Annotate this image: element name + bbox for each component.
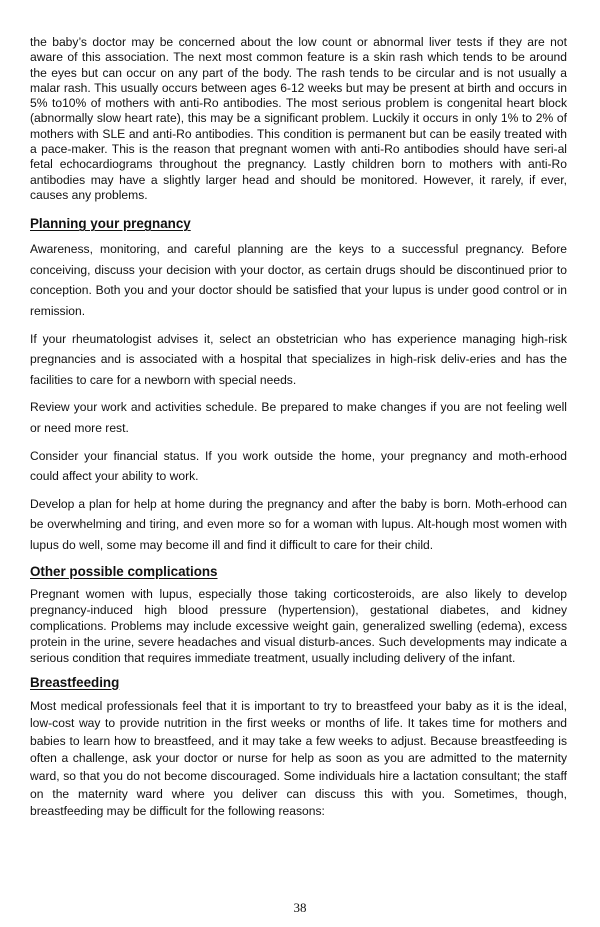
- breastfeeding-paragraph: Most medical professionals feel that it is important to try to breastfeed your baby as it is the ideal, low-cost way to provide nutrition in the first weeks or months of life. It takes time for mothers and babies to learn how to breastfeed, and it may take a few weeks to adjust. Because breastfeeding is often a challenge, ask your doctor or nurse for help as soon as you are admitted to the maternity ward, so that you do not become discouraged. Some individuals hire a lactation consultant; the staff on the maternity ward where you deliver can discuss this with you. Sometimes, though, breastfeeding may be difficult for the following reasons:: [30, 698, 567, 819]
- document-page: [30, 35, 567, 828]
- planning-paragraph-awareness: Awareness, monitoring, and careful planning are the keys to a successful pregnancy. Before conceiving, discuss your decision with your doctor, as certain drugs should be discontinued prior to conception. Both you and your doctor should be satisfied that your lupus is under good control or in remission.: [30, 242, 567, 319]
- section-heading-planning: Planning your pregnancy: [30, 216, 191, 232]
- complications-paragraph: Pregnant women with lupus, especially those taking corticosteroids, are also likely to develop pregnancy-induced high blood pressure (hypertension), gestational diabetes, and kidney complications. Problems may include excessive weight gain, generalized swelling (edema), excess protein in the urine, severe headaches and visual disturb-ances. Such developments may indicate a serious condition that requires immediate treatment, usually including delivery of the infant.: [30, 586, 567, 666]
- planning-paragraph-help-plan: Develop a plan for help at home during the pregnancy and after the baby is born. Moth-erhood can be overwhelming and tiring, and even more so for a woman with lupus. Alt-hough most women with lupus do well, some may become ill and find it difficult to care for their child.: [30, 496, 567, 552]
- section-heading-breastfeeding: Breastfeeding: [30, 674, 120, 690]
- planning-paragraph-financial: Consider your financial status. If you work outside the home, your pregnancy and moth-erhood could affect your ability to work.: [30, 448, 567, 484]
- section-heading-complications: Other possible complications: [30, 563, 218, 579]
- planning-section: [30, 239, 567, 555]
- planning-paragraph-schedule: Review your work and activities schedule. Be prepared to make changes if you are not feeling well or need more rest.: [30, 400, 567, 436]
- page-number: 38: [293, 900, 307, 915]
- intro-paragraph: the baby’s doctor may be concerned about the low count or abnormal liver tests if they are not aware of this association. The next most common feature is a skin rash which tends to be around the eyes but can occur on any part of the body. The rash tends to be circular and is not usually a malar rash. This usually occurs between ages 6-12 weeks but may be present at birth and occurs in 5% to10% of mothers with anti-Ro antibodies. The most serious problem is congenital heart block (abnormally slow heart rate), this may be a significant problem. Luckily it occurs in only 1% to 2% of mothers with SLE and anti-Ro antibodies. This condition is permanent but can be easily treated with a pace-maker. This is the reason that pregnant women with anti-Ro antibodies should have seri-al fetal echocardiograms throughout the pregnancy. Lastly children born to mothers with anti-Ro antibodies may have a slightly larger head and should be monitored. However, it rarely, if ever, causes any problems.: [30, 35, 567, 202]
- planning-paragraph-obstetrician: If your rheumatologist advises it, select an obstetrician who has experience managing high-risk pregnancies and is associated with a hospital that specializes in high-risk deliv-eries and has the facilities to care for a newborn with special needs.: [30, 331, 567, 387]
